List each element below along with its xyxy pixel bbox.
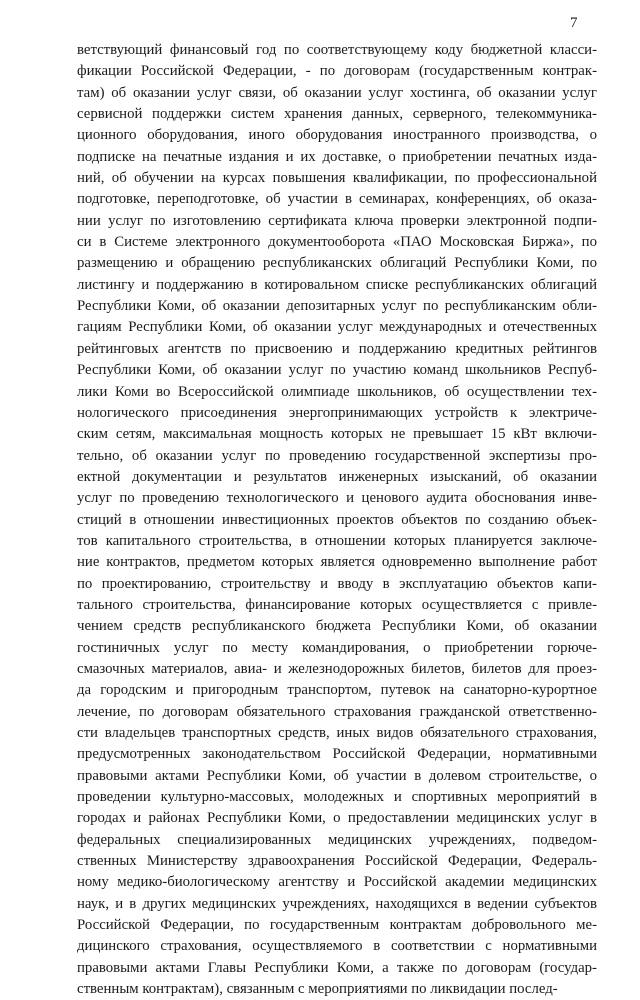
text-line: ским сетям, максимальная мощность которых не превышает 15 кВт включи-	[77, 426, 597, 443]
text-line: подготовке, переподготовке, об участии в семинарах, конференциях, об оказа-	[77, 191, 597, 208]
text-line: смазочных материалов, авиа- и железнодорожных билетов, билетов для проез-	[77, 660, 597, 677]
text-line: ветствующий финансовый год по соответствующему коду бюджетной класси-	[77, 42, 597, 58]
text-line: наук, и в других медицинских учреждениях, находящихся в ведении субъектов	[77, 895, 597, 912]
text-line: стиций в отношении инвестиционных проектов объектов по созданию объек-	[77, 511, 597, 528]
text-line: дицинского страхования, осуществляемого в соответствии с нормативными	[77, 938, 597, 955]
text-line: Республики Коми, об оказании депозитарных услуг по республиканским обли-	[77, 298, 597, 315]
text-line: сервисной поддержки систем хранения данных, серверного, телекоммуника-	[77, 106, 597, 123]
text-line: тального строительства, финансирование которых осуществляется с привле-	[77, 596, 597, 613]
text-line: ственных Министерству здравоохранения Российской Федерации, Федераль-	[77, 853, 597, 870]
text-line: там) об оказании услуг связи, об оказании услуг хостинга, об оказании услуг	[77, 84, 597, 101]
text-line: ному медико-биологическому агентству и Российской академии медицинских	[77, 874, 597, 891]
text-line: нии услуг по изготовлению сертификата ключа проверки электронной подпи-	[77, 212, 597, 229]
text-line: подписке на печатные издания и их доставке, о приобретении печатных изда-	[77, 148, 597, 165]
text-line: ектной документации и результатов инженерных изысканий, об оказании	[77, 468, 597, 485]
text-line: си в Системе электронного документооборота «ПАО Московская Биржа», по	[77, 234, 597, 251]
text-line: правовыми актами Главы Республики Коми, а также по договорам (государ-	[77, 959, 597, 976]
text-line: проведении культурно-массовых, молодежных и спортивных мероприятий в	[77, 789, 597, 806]
text-line: предусмотренных законодательством Российской Федерации, нормативными	[77, 746, 597, 763]
text-line: гациям Республики Коми, об оказании услуг международных и отечественных	[77, 319, 597, 336]
text-line: Республики Коми, об оказании услуг по участию команд школьников Респуб-	[77, 362, 597, 379]
text-line: услуг по проведению технологического и ценового аудита обоснования инве-	[77, 490, 597, 507]
text-line: фикации Российской Федерации, - по договорам (государственным контрак-	[77, 63, 597, 80]
text-line: тов капитального строительства, в отношении которых планируется заключе-	[77, 532, 597, 549]
text-line: размещению и обращению республиканских облигаций Республики Коми, по	[77, 255, 597, 272]
text-line: лики Коми во Всероссийской олимпиаде школьников, об осуществлении тех-	[77, 383, 597, 400]
text-line: листингу и поддержанию в котировальном списке республиканских облигаций	[77, 276, 597, 293]
text-line: да городским и пригородным транспортом, путевок на санаторно-курортное	[77, 682, 597, 699]
text-line: чением средств республиканского бюджета Республики Коми, об оказании	[77, 618, 597, 635]
text-line: ние контрактов, предметом которых является одновременно выполнение работ	[77, 554, 597, 571]
text-line: рейтинговых агентств по присвоению и поддержанию кредитных рейтингов	[77, 340, 597, 357]
body-paragraph	[77, 40, 597, 1000]
text-line: по проектированию, строительству и вводу в эксплуатацию объектов капи-	[77, 575, 597, 592]
text-line: сти владельцев транспортных средств, иных видов обязательного страхования,	[77, 725, 597, 741]
text-line: лечение, по договорам обязательного страхования гражданской ответственно-	[77, 703, 597, 720]
text-line: гостиничных услуг по месту командирования, о приобретении горюче-	[77, 639, 597, 656]
page-number: 7	[570, 15, 578, 31]
text-line: ционного оборудования, иного оборудования иностранного производства, о	[77, 127, 597, 144]
text-line: ний, об обучении на курсах повышения квалификации, по профессиональной	[77, 170, 597, 187]
text-line: нологического присоединения энергопринимающих устройств к электриче-	[77, 404, 597, 421]
text-line: ственным контрактам), связанным с мероприятиями по ликвидации послед-	[77, 981, 558, 998]
text-line: правовыми актами Республики Коми, об участии в долевом строительстве, о	[77, 767, 597, 784]
text-line: федеральных специализированных медицинских учреждениях, подведом-	[77, 831, 597, 848]
text-line: городах и районах Республики Коми, о предоставлении медицинских услуг в	[77, 810, 597, 827]
text-line: Российской Федерации, по государственным контрактам добровольного ме-	[77, 917, 597, 934]
text-line: тельно, об оказании услуг по проведению государственной экспертизы про-	[77, 447, 597, 464]
